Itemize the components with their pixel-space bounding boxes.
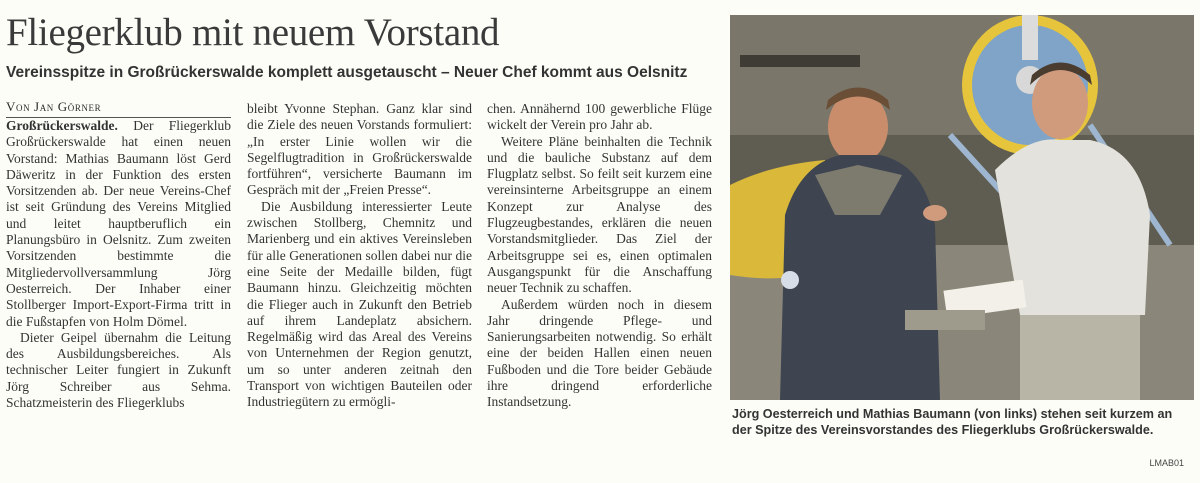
paragraph: chen. Annähernd 100 gewerbliche Flüge wickelt der Verein pro Jahr ab. [487, 101, 712, 133]
paragraph: Dieter Geipel übernahm die Leitung des Ausbildungsbereiches. Als technischer Leiter fungiert in Zukunft Jörg Schreiber aus Sehma. Schatzmeisterin des Fliegerklubs [6, 329, 231, 411]
paragraph: bleibt Yvonne Stephan. Ganz klar sind die Ziele des neuen Vorstands formuliert: „In erster Linie wollen wir die Segelflugtradition in Großrückerswalde fortführen“, versicherte Baumann im Gespräch mit der „Freien Presse“. [247, 101, 472, 198]
paragraph: Weitere Pläne beinhalten die Technik und die bauliche Substanz auf dem Flugplatz selbst. So feilt seit kurzem eine vereinsinterne Arbeitsgruppe an einem Konzept zur Analyse des Flugzeugbestandes, erklären die neuen Vorstandsmitglieder. Das Ziel der Arbeitsgruppe sei es, einen optimalen Ausgangspunkt für die Anschaffung neuer Technik zu schaffen. [487, 133, 712, 296]
article-byline: Von Jan Görner [6, 99, 231, 118]
archive-code: LMAB01 [1149, 458, 1184, 468]
article-column-3 [487, 101, 712, 411]
dateline: Großrückerswalde. [6, 118, 118, 133]
article-headline: Fliegerklub mit neuem Vorstand [6, 11, 500, 54]
paragraph: Außerdem würden noch in diesem Jahr dringende Pflege- und Sanierungsarbeiten notwendig. So erhält eine der beiden Hallen einen neuen Fußboden und die Tore beider Gebäude ihre dringend erforderliche Instandsetzung. [487, 296, 712, 410]
article-photo [730, 15, 1194, 400]
hangar-photo-icon [730, 15, 1194, 400]
article-column-1 [6, 118, 231, 411]
paragraph-text: Der Fliegerklub Großrückerswalde hat einen neuen Vorstand: Mathias Baumann löst Gerd Däweritz in der Funktion des ersten Vorsitzenden ab. Der neue Vereins-Chef ist seit Gründung des Vereins Mitglied und leitet hauptberuflich ein Planungsbüro in Oelsnitz. Zum zweiten Vorsitzenden bestimmte die Mitgliedervollversammlung Jörg Oesterreich. Der Inhaber einer Stollberger Import-Export-Firma tritt in die Fußstapfen von Holm Dömel. [6, 118, 231, 329]
paragraph: Die Ausbildung interessierter Leute zwischen Stollberg, Chemnitz und Marienberg und ein aktives Vereinsleben für alle Generationen sollen dabei nur die eine Seite der Medaille bilden, fügt Baumann hinzu. Gleichzeitig möchten die Flieger auch in Zukunft den Betrieb auf ihrem Landeplatz absichern. Regelmäßig wird das Areal des Vereins von Unternehmen der Region genutzt, um so unter anderen zeitnah den Transport von wichtigen Bauteilen oder Industriegütern zu ermögli- [247, 198, 472, 410]
photo-caption: Jörg Oesterreich und Mathias Baumann (von links) stehen seit kurzem an der Spitze des Vereinsvorstandes des Fliegerklubs Großrückerswalde. [732, 407, 1173, 437]
article-column-2 [247, 101, 472, 411]
paragraph [6, 118, 231, 330]
article-subheadline: Vereinsspitze in Großrückerswalde komplett ausgetauscht – Neuer Chef kommt aus Oelsnitz [6, 64, 688, 81]
